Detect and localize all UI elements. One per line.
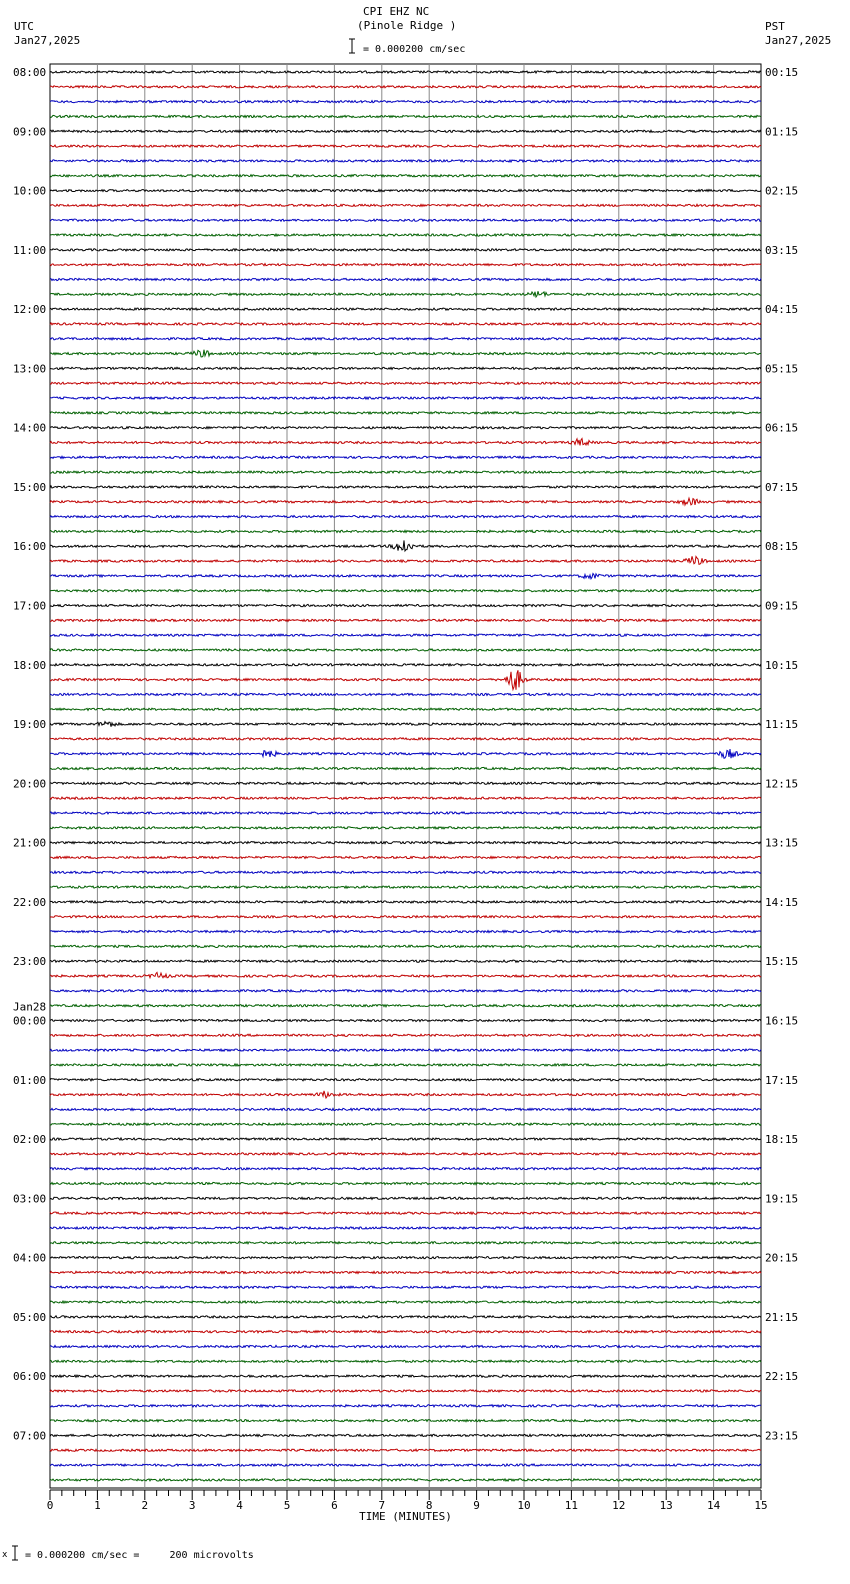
trace-line bbox=[50, 1464, 761, 1466]
pst-hour-label: 09:15 bbox=[765, 599, 799, 613]
plot-frame bbox=[50, 64, 761, 1488]
utc-hour-label: 08:00 bbox=[13, 66, 47, 79]
trace-line bbox=[50, 471, 761, 473]
utc-hour-label: 01:00 bbox=[13, 1073, 47, 1087]
trace-line bbox=[50, 931, 761, 933]
trace-line bbox=[50, 1079, 761, 1081]
utc-hour-label: 18:00 bbox=[13, 658, 47, 672]
trace-line bbox=[50, 338, 761, 340]
trace-line bbox=[50, 115, 761, 117]
trace-line bbox=[50, 427, 761, 429]
trace-line bbox=[50, 367, 761, 369]
trace-line bbox=[50, 101, 761, 103]
utc-hour-label: 05:00 bbox=[13, 1310, 47, 1324]
trace-line bbox=[50, 693, 761, 695]
pst-hour-label: 14:15 bbox=[765, 895, 799, 909]
trace-line bbox=[50, 1034, 761, 1036]
pst-hour-label: 22:15 bbox=[765, 1370, 799, 1384]
left-date: Jan27,2025 bbox=[14, 34, 81, 47]
trace-line bbox=[50, 634, 761, 636]
trace-line bbox=[50, 990, 761, 992]
footer-mark: x bbox=[2, 1550, 8, 1560]
trace-line bbox=[50, 945, 761, 947]
trace-line bbox=[50, 782, 761, 784]
utc-hour-label: 22:00 bbox=[13, 895, 47, 909]
footer-scale-text: = 0.000200 cm/sec = 200 microvolts bbox=[25, 1550, 254, 1561]
utc-hour-label: 16:00 bbox=[13, 540, 47, 554]
x-tick-label: 0 bbox=[46, 1499, 54, 1512]
trace-line bbox=[50, 1257, 761, 1259]
pst-hour-label: 20:15 bbox=[765, 1251, 799, 1265]
trace-line bbox=[50, 204, 761, 206]
x-axis-label: TIME (MINUTES) bbox=[359, 1510, 452, 1523]
trace-line bbox=[50, 1420, 761, 1422]
utc-hour-label: 15:00 bbox=[13, 480, 47, 494]
trace-line bbox=[50, 516, 761, 518]
x-tick-label: 6 bbox=[331, 1499, 338, 1512]
pst-hour-label: 11:15 bbox=[765, 718, 799, 732]
trace-line bbox=[50, 486, 761, 488]
trace-line bbox=[50, 871, 761, 873]
trace-line bbox=[50, 190, 761, 192]
trace-line bbox=[50, 264, 761, 266]
trace-line bbox=[50, 1212, 761, 1214]
trace-line bbox=[50, 323, 761, 325]
trace-line bbox=[50, 1316, 761, 1318]
x-tick-label: 15 bbox=[754, 1499, 768, 1512]
trace-line bbox=[50, 382, 761, 384]
x-tick-label: 10 bbox=[517, 1499, 531, 1512]
utc-hour-label: 04:00 bbox=[13, 1251, 47, 1265]
trace-line bbox=[50, 234, 761, 236]
utc-hour-label: 19:00 bbox=[13, 718, 47, 732]
pst-hour-label: 01:15 bbox=[765, 125, 799, 139]
time-axis bbox=[47, 1490, 768, 1523]
pst-hour-label: 03:15 bbox=[765, 243, 799, 257]
pst-hour-label: 06:15 bbox=[765, 421, 799, 435]
trace-line bbox=[50, 1331, 761, 1333]
trace-line bbox=[50, 604, 761, 606]
trace-line bbox=[50, 130, 761, 132]
pst-hour-label: 19:15 bbox=[765, 1192, 799, 1206]
x-tick-label: 13 bbox=[659, 1499, 673, 1512]
utc-hour-label: 13:00 bbox=[13, 362, 47, 376]
trace-line bbox=[50, 916, 761, 918]
trace-line bbox=[50, 86, 761, 88]
utc-hour-label: 09:00 bbox=[13, 125, 47, 139]
trace-line bbox=[50, 960, 761, 962]
utc-hour-label: 21:00 bbox=[13, 836, 47, 850]
trace-line bbox=[50, 1271, 761, 1273]
utc-hour-label: 20:00 bbox=[13, 777, 47, 791]
trace-line bbox=[50, 412, 761, 414]
trace-line bbox=[50, 1123, 761, 1125]
trace-line bbox=[50, 886, 761, 888]
trace-line bbox=[50, 767, 761, 769]
left-timezone: UTC bbox=[14, 20, 34, 33]
x-tick-label: 8 bbox=[425, 1499, 433, 1512]
right-timezone: PST bbox=[765, 20, 785, 33]
trace-line bbox=[50, 1049, 761, 1051]
trace-line bbox=[50, 1405, 761, 1407]
trace-line bbox=[50, 1182, 761, 1184]
x-tick-label: 11 bbox=[564, 1499, 579, 1512]
trace-line bbox=[50, 1168, 761, 1170]
trace-line bbox=[50, 1479, 761, 1481]
trace-group bbox=[50, 71, 761, 1481]
trace-line bbox=[50, 219, 761, 221]
trace-line bbox=[50, 1091, 761, 1098]
trace-line bbox=[50, 439, 761, 446]
trace-line bbox=[50, 556, 761, 564]
x-tick-label: 1 bbox=[94, 1499, 101, 1512]
pst-hour-label: 13:15 bbox=[765, 836, 799, 850]
x-tick-label: 4 bbox=[236, 1499, 243, 1512]
trace-line bbox=[50, 71, 761, 73]
utc-hour-label: 12:00 bbox=[13, 303, 47, 317]
utc-hour-label: 14:00 bbox=[13, 421, 47, 435]
pst-hour-label: 21:15 bbox=[765, 1310, 799, 1324]
utc-hour-label: 10:00 bbox=[13, 184, 47, 198]
trace-line bbox=[50, 749, 761, 758]
pst-hour-label: 18:15 bbox=[765, 1133, 799, 1147]
x-tick-label: 5 bbox=[283, 1499, 291, 1512]
pst-hour-label: 05:15 bbox=[765, 362, 799, 376]
pst-hour-label: 00:15 bbox=[765, 66, 799, 79]
utc-hour-label: 07:00 bbox=[13, 1429, 47, 1443]
trace-line bbox=[50, 797, 761, 799]
trace-line bbox=[50, 278, 761, 280]
trace-line bbox=[50, 456, 761, 458]
minute-grid bbox=[50, 64, 761, 1488]
pst-hour-label: 17:15 bbox=[765, 1073, 799, 1087]
trace-line bbox=[50, 1108, 761, 1110]
pst-hour-label: 15:15 bbox=[765, 955, 799, 969]
pst-hour-label: 23:15 bbox=[765, 1429, 799, 1443]
utc-date-label: Jan28 bbox=[13, 1000, 47, 1014]
trace-line bbox=[50, 827, 761, 829]
x-tick-label: 12 bbox=[612, 1499, 626, 1512]
trace-line bbox=[50, 664, 761, 666]
utc-hour-label: 11:00 bbox=[13, 243, 47, 257]
trace-line bbox=[50, 291, 761, 297]
trace-line bbox=[50, 812, 761, 814]
trace-line bbox=[50, 1138, 761, 1140]
trace-line bbox=[50, 1360, 761, 1362]
trace-line bbox=[50, 590, 761, 592]
trace-line bbox=[50, 649, 761, 651]
trace-line bbox=[50, 670, 761, 689]
pst-hour-label: 10:15 bbox=[765, 658, 799, 672]
trace-line bbox=[50, 249, 761, 251]
trace-line bbox=[50, 1390, 761, 1392]
trace-line bbox=[50, 350, 761, 357]
trace-line bbox=[50, 1286, 761, 1288]
utc-hour-label: 17:00 bbox=[13, 599, 47, 613]
trace-line bbox=[50, 842, 761, 844]
x-tick-label: 2 bbox=[141, 1499, 149, 1512]
trace-line bbox=[50, 1064, 761, 1066]
trace-line bbox=[50, 708, 761, 710]
trace-line bbox=[50, 1242, 761, 1244]
trace-line bbox=[50, 1019, 761, 1021]
scale-text: = 0.000200 cm/sec bbox=[363, 44, 466, 55]
pst-hour-label: 08:15 bbox=[765, 540, 799, 554]
x-tick-label: 14 bbox=[706, 1499, 721, 1512]
trace-line bbox=[50, 540, 761, 551]
utc-hour-label: 02:00 bbox=[13, 1133, 47, 1147]
trace-line bbox=[50, 308, 761, 310]
right-date: Jan27,2025 bbox=[765, 34, 832, 47]
trace-line bbox=[50, 619, 761, 621]
trace-line bbox=[50, 1375, 761, 1377]
trace-line bbox=[50, 1153, 761, 1155]
trace-line bbox=[50, 1227, 761, 1229]
x-tick-label: 3 bbox=[188, 1499, 196, 1512]
trace-line bbox=[50, 1345, 761, 1347]
trace-line bbox=[50, 1301, 761, 1303]
utc-hour-label: 00:00 bbox=[13, 1014, 47, 1028]
trace-line bbox=[50, 1449, 761, 1451]
trace-line bbox=[50, 397, 761, 399]
pst-hour-label: 16:15 bbox=[765, 1014, 799, 1028]
pst-hour-label: 07:15 bbox=[765, 480, 799, 494]
station-title: CPI EHZ NC bbox=[363, 5, 430, 18]
trace-line bbox=[50, 972, 761, 977]
trace-line bbox=[50, 1434, 761, 1436]
trace-line bbox=[50, 1005, 761, 1007]
trace-line bbox=[50, 175, 761, 177]
trace-line bbox=[50, 901, 761, 903]
pst-hour-label: 12:15 bbox=[765, 777, 799, 791]
x-tick-label: 9 bbox=[473, 1499, 480, 1512]
x-tick-label: 7 bbox=[378, 1499, 386, 1512]
utc-hour-label: 23:00 bbox=[13, 955, 47, 969]
pst-hour-label: 04:15 bbox=[765, 303, 799, 317]
trace-line bbox=[50, 498, 761, 505]
trace-line bbox=[50, 722, 761, 727]
trace-line bbox=[50, 160, 761, 162]
trace-line bbox=[50, 530, 761, 532]
utc-hour-label: 03:00 bbox=[13, 1192, 47, 1206]
trace-line bbox=[50, 574, 761, 579]
pst-hour-label: 02:15 bbox=[765, 184, 799, 198]
trace-line bbox=[50, 856, 761, 858]
station-location: (Pinole Ridge ) bbox=[357, 19, 457, 32]
trace-line bbox=[50, 145, 761, 147]
trace-line bbox=[50, 738, 761, 740]
utc-hour-label: 06:00 bbox=[13, 1370, 47, 1384]
trace-line bbox=[50, 1197, 761, 1199]
